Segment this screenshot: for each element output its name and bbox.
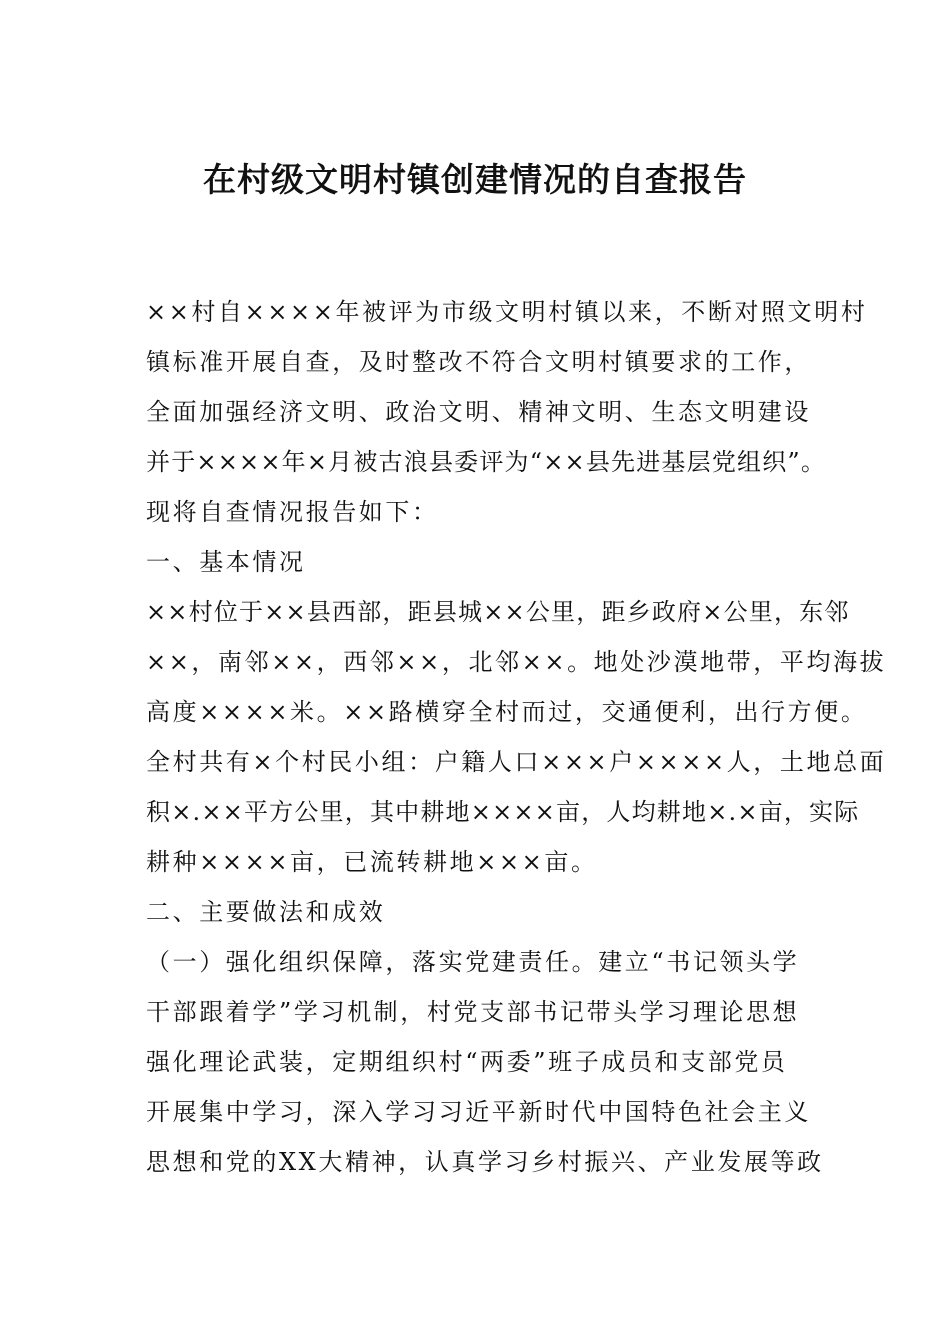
paragraph-line: 耕种××××亩，已流转耕地×××亩。 <box>146 848 598 876</box>
section-heading: 二、主要做法和成效 <box>146 898 386 926</box>
paragraph-line: （一）强化组织保障，落实党建责任。建立“书记领头学 <box>146 948 800 976</box>
paragraph-line: 并于××××年×月被古浪县委评为“××县先进基层党组织”。 <box>146 448 827 476</box>
document-body <box>146 287 887 1187</box>
paragraph-line: 干部跟着学”学习机制，村党支部书记带头学习理论思想 <box>146 998 800 1026</box>
paragraph-line: 全面加强经济文明、政治文明、精神文明、生态文明建设 <box>146 398 811 426</box>
paragraph-line: ××村自××××年被评为市级文明村镇以来，不断对照文明村 <box>146 298 868 326</box>
section-heading: 一、基本情况 <box>146 548 306 576</box>
paragraph-line: 高度××××米。××路横穿全村而过，交通便利，出行方便。 <box>146 698 868 726</box>
paragraph-line: ××，南邻××，西邻××，北邻××。地处沙漠地带，平均海拔 <box>146 648 887 676</box>
paragraph-line: 现将自查情况报告如下： <box>146 498 439 526</box>
paragraph-line: 思想和党的XX大精神，认真学习乡村振兴、产业发展等政 <box>146 1148 824 1176</box>
paragraph-line: 全村共有×个村民小组：户籍人口×××户××××人，土地总面 <box>146 748 887 776</box>
document-title: 在村级文明村镇创建情况的自查报告 <box>203 160 747 199</box>
paragraph-line: 积×.××平方公里，其中耕地××××亩，人均耕地×.×亩，实际 <box>146 798 860 826</box>
paragraph-line: 强化理论武装，定期组织村“两委”班子成员和支部党员 <box>146 1048 788 1076</box>
paragraph-line: ××村位于××县西部，距县城××公里，距乡政府×公里，东邻 <box>146 598 850 626</box>
paragraph-line: 开展集中学习，深入学习习近平新时代中国特色社会主义 <box>146 1098 811 1126</box>
paragraph-line: 镇标准开展自查，及时整改不符合文明村镇要求的工作， <box>146 348 811 376</box>
